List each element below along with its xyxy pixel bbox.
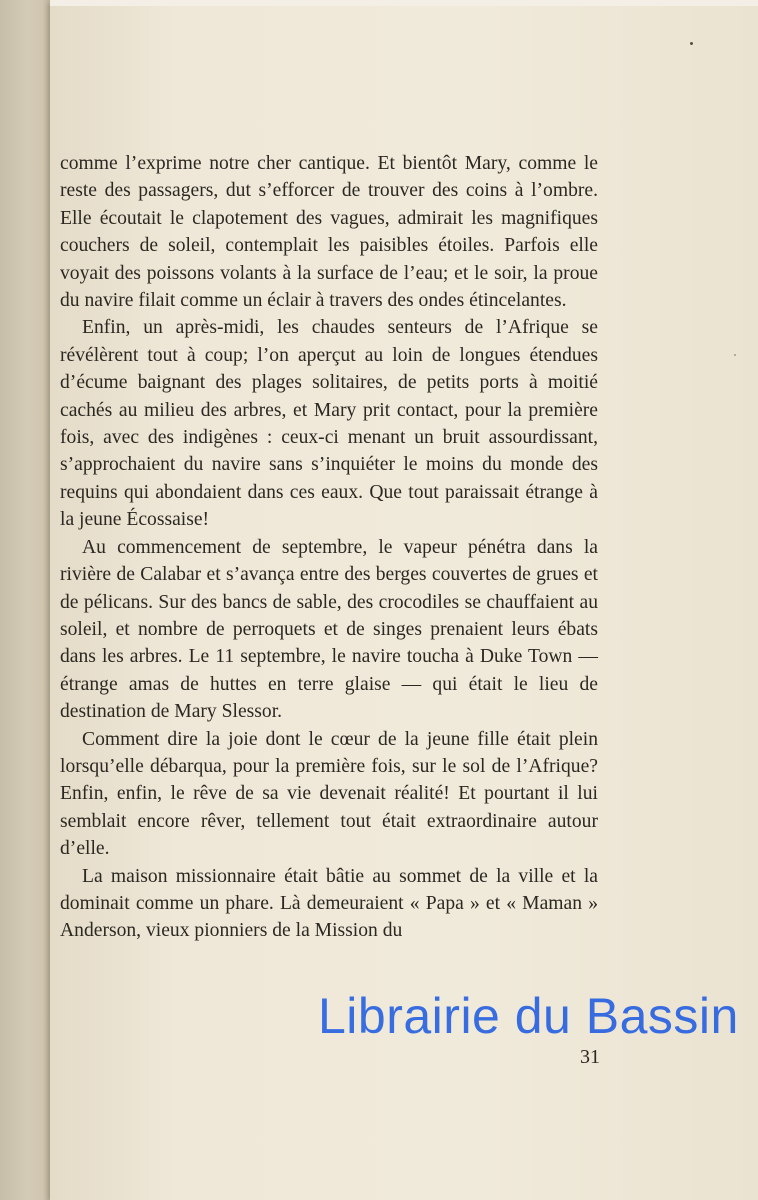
watermark: Librairie du Bassin — [318, 988, 739, 1044]
paragraph: Comment dire la joie dont le cœur de la jeune fille était plein lorsqu’elle débarqua, pour la première fois, sur le sol de l’Afrique? Enfin, enfin, le rêve de sa vie devenait réalité! Et pourtant il lui semblait encore rêver, tellement tout était extraordinaire autour d’elle. — [60, 728, 598, 860]
book-spine-shadow — [0, 0, 50, 1200]
paragraph: comme l’exprime notre cher cantique. Et bientôt Mary, comme le reste des passagers, dut s’efforcer de trouver des coins à l’ombre. Elle écoutait le clapotement des vagues, admirait les magnifiques couchers de soleil, contemplait les paisibles étoiles. Parfois elle voyait des poissons volants à la surface de l’eau; et le soir, la proue du navire filait comme un éclair à travers des ondes étincelantes. — [60, 153, 598, 312]
paper-speck — [734, 354, 736, 356]
page-number: 31 — [580, 1046, 600, 1068]
paragraph: Enfin, un après-midi, les chaudes senteurs de l’Afrique se révélèrent tout à coup; l’on aperçut au loin de longues étendues d’écume baignant des plages solitaires, de petits ports à moitié cachés au milieu des arbres, et Mary prit contact, pour la première fois, avec des indigènes : ceux-ci menant un bruit assourdissant, s’approchaient du navire sans s’inquiéter le moins du monde des requins qui abondaient dans ces eaux. Que tout paraissait étrange à la jeune Écossaise! — [60, 317, 598, 531]
paragraph: La maison missionnaire était bâtie au sommet de la ville et la dominait comme un phare. Là demeuraient « Papa » et « Maman » Anderson, vieux pionniers de la Mission du — [60, 865, 598, 942]
page-top-edge — [50, 0, 758, 6]
body-text — [60, 150, 598, 945]
paper-speck — [690, 42, 693, 45]
paragraph: Au commencement de septembre, le vapeur pénétra dans la rivière de Calabar et s’avança entre des berges couvertes de grues et de pélicans. Sur des bancs de sable, des crocodiles se chauffaient au soleil, et nombre de perroquets et de singes prenaient leurs ébats dans les arbres. Le 11 septembre, le navire toucha à Duke Town — étrange amas de huttes en terre glaise — qui était le lieu de destination de Mary Slessor. — [60, 536, 598, 723]
